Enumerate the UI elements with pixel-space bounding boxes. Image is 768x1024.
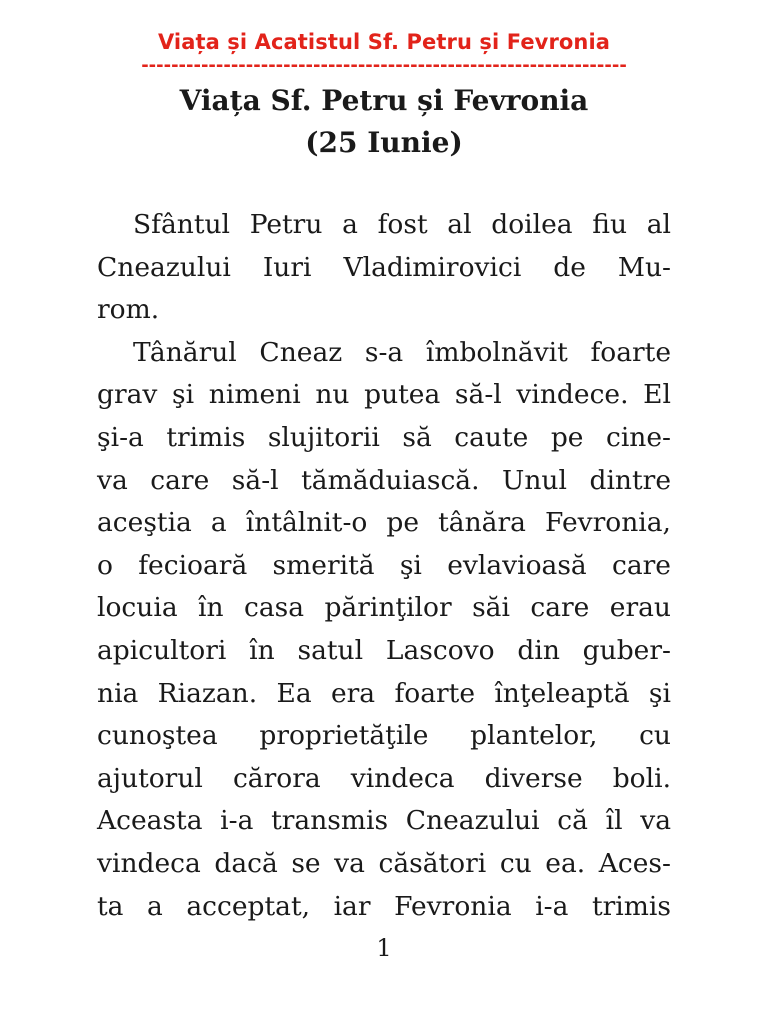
text-line: rom.	[97, 294, 160, 326]
text-line: Tânărul Cneaz s-a îmbolnăvit foarte	[133, 336, 671, 368]
chapter-title-line-2: (25 Iunie)	[305, 126, 463, 159]
text-line: Sfântul Petru a fost al doilea fiu al	[133, 209, 671, 240]
text-line: Cneazului Iuri Vladimirovici de Mu-	[97, 251, 671, 283]
text-line: apicultori în satul Lascovo din guber-	[97, 634, 671, 666]
paragraph-1	[97, 204, 671, 332]
page-number: 1	[376, 934, 392, 962]
text-line: şi-a trimis slujitorii să caute pe cine-	[97, 421, 671, 453]
chapter-title	[0, 80, 768, 164]
text-line: ta a acceptat, iar Fevronia i-a trimis	[97, 890, 671, 922]
text-line: nia Riazan. Ea era foarte înţeleaptă şi	[97, 677, 671, 709]
running-header: Viața și Acatistul Sf. Petru și Fevronia	[157, 30, 611, 54]
text-line: vindeca dacă se va căsători cu ea. Aces-	[97, 847, 671, 879]
text-line: va care să-l tămăduiască. Unul dintre	[97, 464, 671, 496]
chapter-title-line-1: Viața Sf. Petru și Fevronia	[179, 84, 589, 117]
paragraph-2	[97, 332, 671, 928]
text-line: grav şi nimeni nu putea să-l vindece. El	[97, 379, 671, 411]
text-line: o fecioară smerită şi evlavioasă care	[97, 549, 671, 581]
text-line: aceştia a întâlnit-o pe tânăra Fevronia,	[97, 507, 671, 539]
header-divider: -----------------------------------------------------------------	[141, 56, 627, 76]
text-line: locuia în casa părinţilor săi care erau	[97, 592, 671, 624]
text-line: ajutorul cărora vindeca diverse boli.	[97, 762, 671, 794]
text-line: cunoştea proprietăţile plantelor, cu	[97, 720, 671, 752]
text-line: Aceasta i-a transmis Cneazului că îl va	[97, 805, 671, 837]
body-text	[97, 204, 671, 928]
